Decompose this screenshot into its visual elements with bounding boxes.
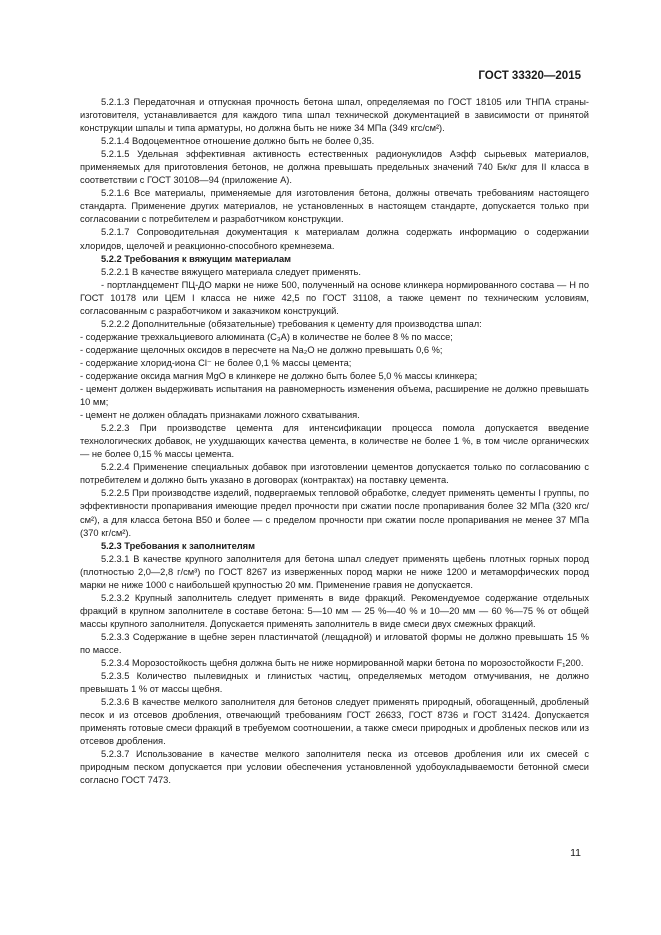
paragraph-5-2-3-7: 5.2.3.7 Использование в качестве мелкого заполнителя песка из отсевов дробления или их смесей с природным песком допускается при условии обеспечения установленной удобоукладываемости бетонной смеси согласно ГОСТ 7473. [80,749,589,786]
paragraph-5-2-1-4: 5.2.1.4 Водоцементное отношение должно быть не более 0,35. [101,136,375,147]
paragraph-5-2-2-3: 5.2.2.3 При производстве цемента для интенсификации процесса помола допускается введение технологических добавок, не ухудшающих качества цемента, в количестве не более 1 %, в том числе органических — не более 0,15 % массы цемента. [80,423,589,460]
paragraph-5-2-3-6: 5.2.3.6 В качестве мелкого заполнителя для бетонов следует применять природный, обогащенный, дробленый песок и из отсевов дробления, отвечающий требованиям ГОСТ 26633, ГОСТ 8736 и ГОСТ 31424. Допускается применять готовые смеси фракций в требуемом соотношении, а также смеси природных и дробленых песков или из отсевов дробления. [80,697,589,747]
paragraph-5-2-3-4: 5.2.3.4 Морозостойкость щебня должна быть не ниже нормированной марки бетона по морозостойкости F₁200. [101,658,584,669]
paragraph-5-2-3-1: 5.2.3.1 В качестве крупного заполнителя для бетона шпал следует применять щебень плотных горных пород (плотностью 2,0—2,8 г/см³) по ГОСТ 8267 из изверженных пород марки не ниже 1200 и метаморфических пород марки не ниже 1000 с наибольшей крупностью 20 мм. Применение гравия не допускается. [80,553,589,590]
paragraph-5-2-2-2: 5.2.2.2 Дополнительные (обязательные) требования к цементу для производства шпал: [101,318,482,329]
paragraph-5-2-2-5: 5.2.2.5 При производстве изделий, подвергаемых тепловой обработке, следует применять цементы I группы, по эффективности пропаривания имеющие предел прочности при сжатии после пропаривания более 32 МПа (320 кгс/см²), а для класса бетона B50 и более — с пределом прочности при сжатии после пропаривания не менее 37 МПа (370 кг/см²). [80,488,589,538]
list-item-mgo: - содержание оксида магния MgO в клинкере не должно быть более 5,0 % массы клинкера; [80,370,478,381]
list-item-na2o: - содержание щелочных оксидов в пересчете на Na₂O не должно превышать 0,6 %; [80,344,443,355]
list-item-volume-change: - цемент должен выдерживать испытания на равномерность изменения объема, расширение не должно превышать 10 мм; [80,384,589,408]
paragraph-5-2-3-3: 5.2.3.3 Содержание в щебне зерен пластинчатой (лещадной) и игловатой формы не должно превышать 15 % по массе. [80,631,589,655]
list-item-c3a: - содержание трехкальциевого алюмината (C₃A) в количестве не более 8 % по массе; [80,331,453,342]
section-heading-5-2-3: 5.2.3 Требования к заполнителям [101,540,255,551]
paragraph-5-2-2-1: 5.2.2.1 В качестве вяжущего материала следует применять. [101,266,361,277]
header-title: ГОСТ 33320—2015 [478,70,581,82]
paragraph-5-2-2-4: 5.2.2.4 Применение специальных добавок при изготовлении цементов допускается только по согласованию с потребителем и должно быть указано в договорах (контрактах) на поставку цемента. [80,462,589,486]
list-item-portland-cement: - портландцемент ПЦ-ДО марки не ниже 500, полученный на основе клинкера нормированного состава — Н по ГОСТ 10178 или ЦЕМ I класса не ниже 42,5 по ГОСТ 31108, а также цемент по техническим условиям, согласованным с разработчиком и заказчиком конструкций. [80,279,589,316]
section-heading-5-2-2: 5.2.2 Требования к вяжущим материалам [101,253,292,264]
document-body [80,96,589,787]
paragraph-5-2-1-5: 5.2.1.5 Удельная эффективная активность естественных радионуклидов Аэфф сырьевых материалов, применяемых для приготовления бетонов, не должна превышать предельных значений 740 Бк/кг для II класса в соответствии с ГОСТ 30108—94 (приложение А). [80,149,589,186]
paragraph-5-2-1-3: 5.2.1.3 Передаточная и отпускная прочность бетона шпал, определяемая по ГОСТ 18105 или ТНПА страны-изготовителя, устанавливается для каждого типа шпал технической документацией в зависимости от принятой конструкции шпалы и типа арматуры, но должна быть не ниже 34 МПа (349 кгс/см²). [80,97,589,134]
paragraph-5-2-1-6: 5.2.1.6 Все материалы, применяемые для изготовления бетона, должны отвечать требованиям настоящего стандарта. Применение других материалов, не установленных в настоящем стандарте, допускается только при согласовании с потребителем и разработчиком конструкции. [80,188,589,225]
paragraph-5-2-3-5: 5.2.3.5 Количество пылевидных и глинистых частиц, определяемых методом отмучивания, не должно превышать 1 % от массы щебня. [80,671,589,695]
paragraph-5-2-3-2: 5.2.3.2 Крупный заполнитель следует применять в виде фракций. Рекомендуемое содержание отдельных фракций в крупном заполнителе в составе бетона: 5—10 мм — 25 %—40 % и 10—20 мм — 60 %—75 % от общей массы крупного заполнителя. Допускается применять заполнитель в виде смеси двух смежных фракций. [80,592,589,629]
page-number: 11 [570,847,581,859]
list-item-false-set: - цемент не должен обладать признаками ложного схватывания. [80,410,360,421]
list-item-chloride: - содержание хлорид-иона Cl⁻ не более 0,1 % массы цемента; [80,357,352,368]
paragraph-5-2-1-7: 5.2.1.7 Сопроводительная документация к материалам должна содержать информацию о содержании хлоридов, щелочей и реакционно-способного кремнезема. [80,227,589,251]
